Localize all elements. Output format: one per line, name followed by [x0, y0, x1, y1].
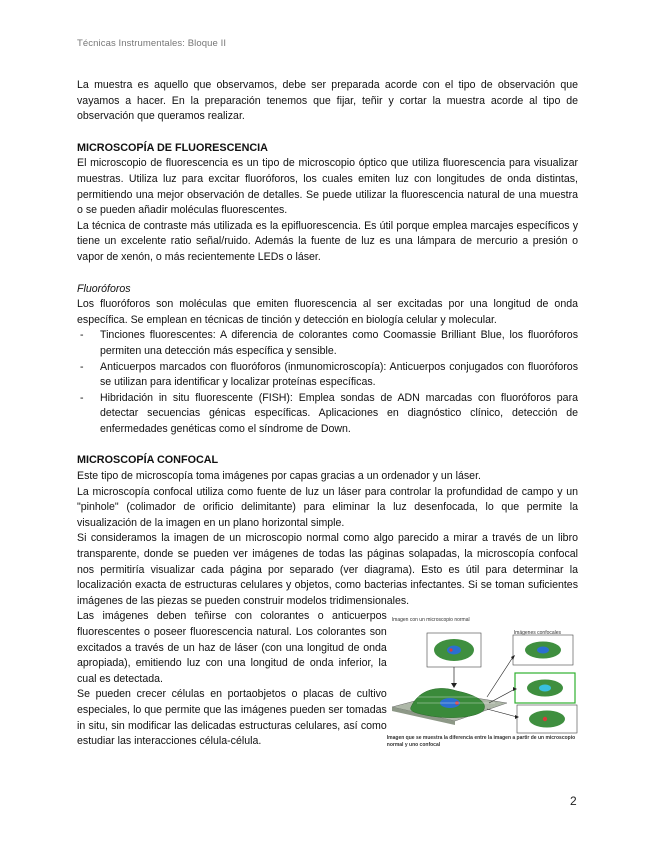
subheading-fluorophores: Fluoróforos — [77, 282, 131, 295]
fluorophores-list — [77, 328, 578, 437]
fluorescence-paragraph-2: La técnica de contraste más utilizada es la epifluorescencia. Es útil porque emplea marcajes específicos y tiene un excelente ratio señal/ruido. Además la fuente de luz es una lámpara de mercurio a presión o vapor de xenón, o más recientemente LEDs o láser. — [77, 219, 578, 263]
bullet-dash: - — [80, 391, 84, 404]
heading-fluorescence: MICROSCOPÍA DE FLUORESCENCIA — [77, 141, 268, 154]
page-body — [77, 78, 578, 753]
fluorescence-paragraph-1: El microscopio de fluorescencia es un tipo de microscopio óptico que utiliza fluorescencia para visualizar muestras. Utiliza luz para excitar fluoróforos, los cuales emiten luz con longitudes de onda distintas, permitiendo una mejor observación de detalles. Se puede utilizar la fluorescencia natural de una muestra o se pueden añadir moléculas fluorescentes. — [77, 157, 578, 217]
diagram-label-confocal: Imágenes confocales — [513, 630, 562, 637]
confocal-diagram — [387, 611, 578, 753]
heading-confocal: MICROSCOPÍA CONFOCAL — [77, 454, 219, 467]
fluorophores-paragraph: Los fluoróforos son moléculas que emiten fluorescencia al ser excitadas por una longitud de onda específica. Se emplean en técnicas de tinción y detección en biología celular y molecular. — [77, 298, 578, 326]
confocal-paragraph-1: Este tipo de microscopía toma imágenes por capas gracias a un ordenador y un láser. — [77, 470, 481, 483]
confocal-paragraph-2: La microscopía confocal utiliza como fuente de luz un láser para controlar la profundidad de campo y un "pinhole" (colimador de orificio delimitante) para eliminar la luz desenfocada, lo que permite la visualización de la imagen en un plano horizontal simple. — [77, 485, 578, 529]
running-header: Técnicas Instrumentales: Bloque II — [77, 38, 227, 49]
list-item: - Anticuerpos marcados con fluoróforos (inmunomicroscopía): Anticuerpos conjugados con fluoróforos se utilizan para identificar y localizar proteínas específicas. — [80, 360, 578, 389]
confocal-paragraph-5: Se pueden crecer células en portaobjetos o placas de cultivo especiales, lo que permite que las imágenes pueden ser tomadas in situ, sin modificar las delicadas estructuras celulares, así como estudiar las interacciones célula-célula. — [77, 688, 387, 748]
bullet-dash: - — [80, 360, 84, 373]
bullet-dash: - — [80, 329, 84, 342]
diagram-label-normal: Imagen con un microscopio normal — [391, 617, 470, 624]
list-item: - Hibridación in situ fluorescente (FISH): Emplea sondas de ADN marcadas con fluoróforos para detectar secuencias génicas específicas. Aplicaciones en diagnóstico clínico, detección de enfermedades genéticas como el síndrome de Down. — [80, 391, 578, 435]
page-number: 2 — [570, 794, 577, 808]
confocal-paragraph-4: Las imágenes deben teñirse con colorantes o anticuerpos fluorescentes o poseer fluorescencia natural. Los colorantes son excitados a través de un haz de láser (con una longitud de onda apropiada), emitiendo luz con una longitud de onda inferior, la cual es detectada. — [77, 610, 387, 685]
diagram-caption: Imagen que se muestra la diferencia entre la imagen a partir de un microscopio normal y uno confocal — [386, 735, 576, 749]
intro-paragraph: La muestra es aquello que observamos, debe ser preparada acorde con el tipo de observación que vayamos a hacer. En la preparación tenemos que fijar, teñir y cortar la muestra acorde al tipo de observación que queramos realizar. — [77, 79, 578, 123]
confocal-two-column — [77, 609, 578, 753]
list-item: - Tinciones fluorescentes: A diferencia de colorantes como Coomassie Brilliant Blue, los fluoróforos permiten una detección más específica y sensible. — [80, 329, 578, 357]
confocal-text-column — [77, 609, 387, 749]
confocal-paragraph-3: Si consideramos la imagen de un microscopio normal como algo parecido a mirar a través de un libro transparente, donde se pueden ver imágenes de todas las páginas solapadas, la microscopía confocal nos permitiría visualizar cada página por separado (ver diagrama). Esto es útil para determinar la localización exacta de estructuras celulares y objetos, como bacterias infectantes. Si se toman suficientes imágenes de las piezas se pueden construir modelos tridimensionales. — [77, 532, 578, 607]
